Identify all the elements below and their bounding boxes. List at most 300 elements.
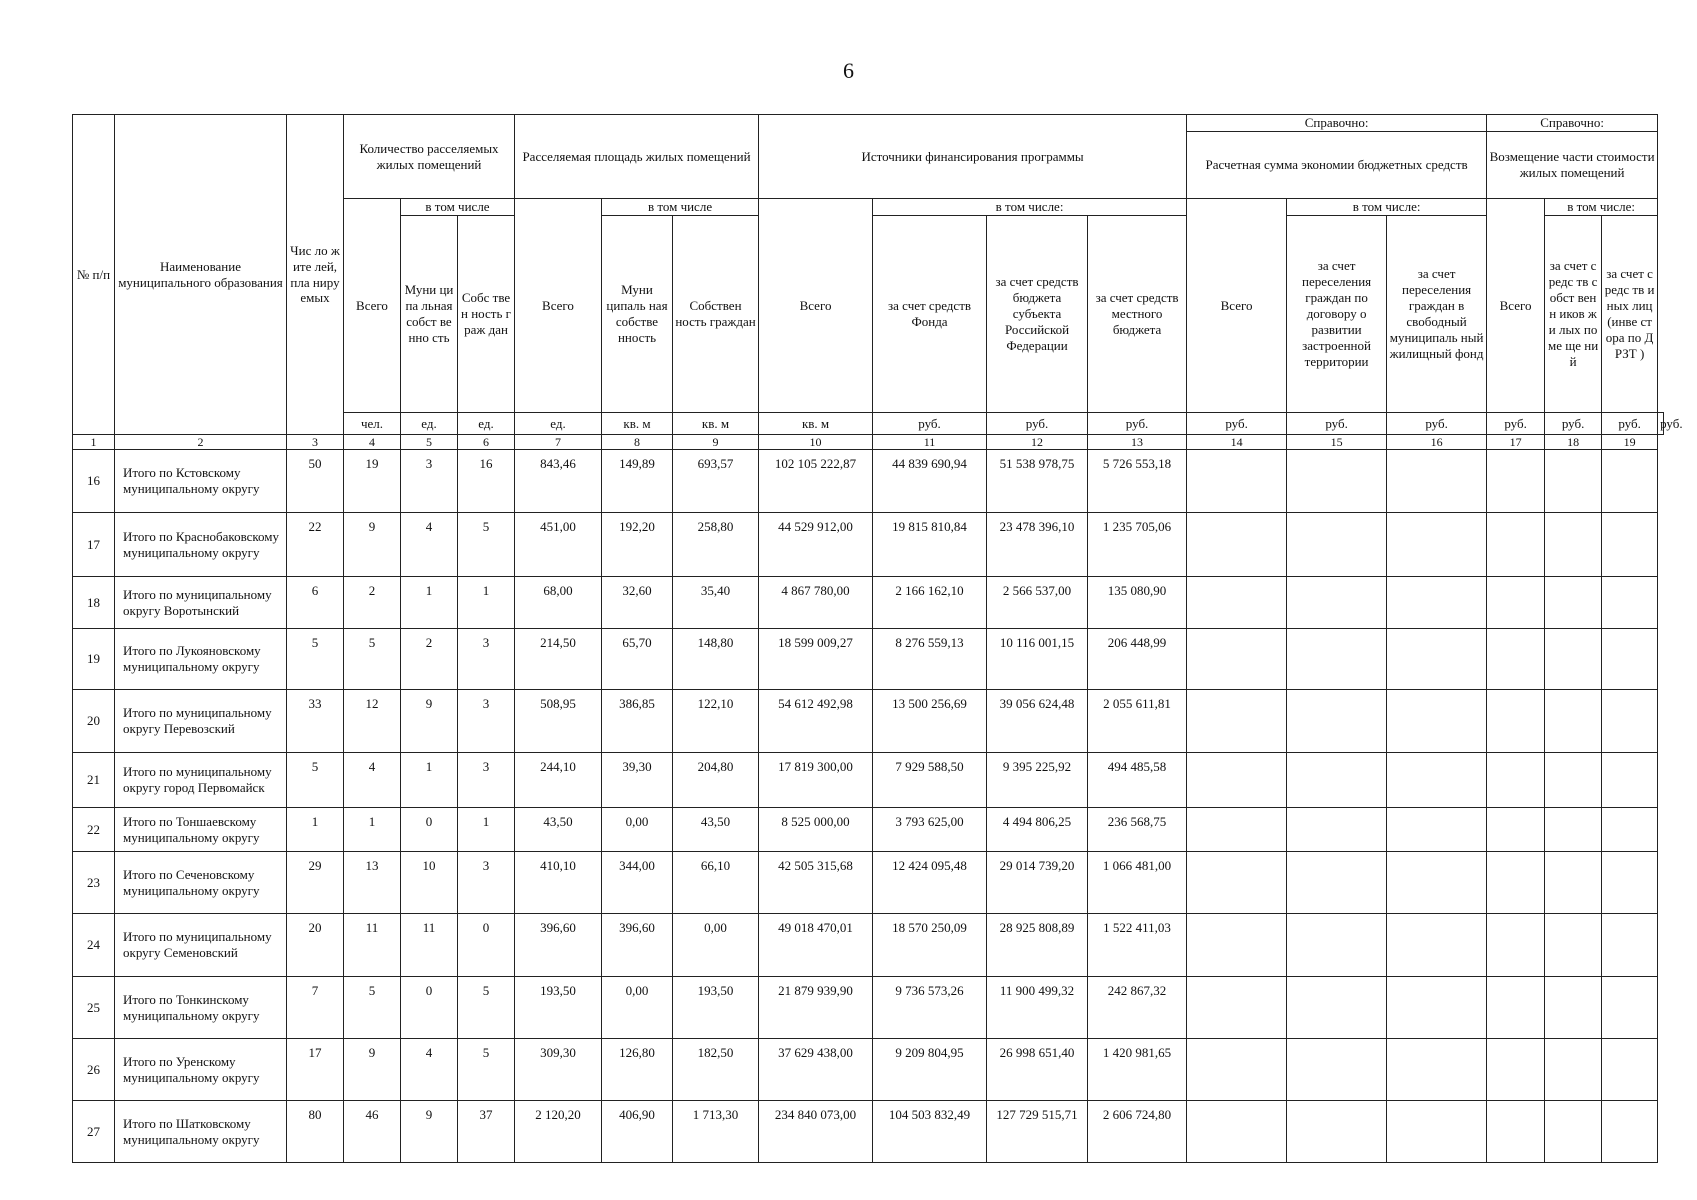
unit-cell: руб. [1287, 413, 1387, 435]
cell-rooms-mun: 10 [401, 852, 458, 914]
header-ref1-incl: в том числе: [1287, 199, 1487, 216]
cell-subject: 23 478 396,10 [987, 513, 1088, 577]
unit-cell: руб. [873, 413, 987, 435]
municipality-name: Итого по Тоншаевскому муниципальному округу [115, 808, 287, 852]
cell-rooms-own: 1 [458, 808, 515, 852]
unit-cell: руб. [1545, 413, 1602, 435]
empty-reference-cell [1545, 577, 1602, 629]
col-number: 7 [515, 435, 602, 450]
municipality-name: Итого по Уренскому муниципальному округу [115, 1039, 287, 1101]
empty-reference-cell [1387, 852, 1487, 914]
table-header [73, 115, 1683, 450]
table-body [73, 450, 1664, 1163]
cell-rooms-total: 11 [344, 914, 401, 977]
cell-subject: 4 494 806,25 [987, 808, 1088, 852]
table-row [73, 513, 1664, 577]
cell-area-mun: 0,00 [602, 977, 673, 1039]
column-numbers-row [73, 435, 1664, 450]
header-residents: Чис ло жите лей, пла ниру емых [287, 115, 344, 435]
header-ref1-a: за счет переселения граждан по договору о развитии застроенной территории [1287, 216, 1387, 413]
unit-cell: руб. [1658, 413, 1664, 435]
empty-reference-cell [1545, 690, 1602, 753]
empty-reference-cell [1487, 808, 1545, 852]
col-number: 4 [344, 435, 401, 450]
empty-reference-cell [1545, 1039, 1602, 1101]
municipality-name: Итого по муниципальному округу Семеновский [115, 914, 287, 977]
empty-reference-cell [1487, 1039, 1545, 1101]
cell-area-mun: 192,20 [602, 513, 673, 577]
cell-residents: 20 [287, 914, 344, 977]
empty-reference-cell [1387, 753, 1487, 808]
empty-reference-cell [1387, 629, 1487, 690]
municipality-name: Итого по муниципальному округу Перевозский [115, 690, 287, 753]
cell-fund: 8 276 559,13 [873, 629, 987, 690]
col-number: 3 [287, 435, 344, 450]
cell-rooms-total: 9 [344, 1039, 401, 1101]
cell-residents: 17 [287, 1039, 344, 1101]
cell-local: 242 867,32 [1088, 977, 1187, 1039]
row-number: 18 [73, 577, 115, 629]
cell-local: 2 606 724,80 [1088, 1101, 1187, 1163]
empty-reference-cell [1487, 977, 1545, 1039]
row-number: 24 [73, 914, 115, 977]
cell-area-own: 204,80 [673, 753, 759, 808]
cell-fund: 2 166 162,10 [873, 577, 987, 629]
resettlement-table [72, 114, 1683, 1163]
cell-local: 1 235 705,06 [1088, 513, 1187, 577]
municipality-name: Итого по Сеченовскому муниципальному округу [115, 852, 287, 914]
cell-rooms-mun: 2 [401, 629, 458, 690]
empty-reference-cell [1545, 753, 1602, 808]
cell-fin-total: 234 840 073,00 [759, 1101, 873, 1163]
row-number: 26 [73, 1039, 115, 1101]
empty-reference-cell [1287, 808, 1387, 852]
empty-reference-cell [1287, 690, 1387, 753]
header-ref1-total: Всего [1187, 199, 1287, 413]
cell-area-total: 244,10 [515, 753, 602, 808]
cell-subject: 28 925 808,89 [987, 914, 1088, 977]
row-number: 21 [73, 753, 115, 808]
empty-reference-cell [1287, 1039, 1387, 1101]
cell-residents: 80 [287, 1101, 344, 1163]
table-row [73, 914, 1664, 977]
header-ref2-title: Возмещение части стоимости жилых помещений [1487, 132, 1658, 199]
municipality-name: Итого по Тонкинскому муниципальному округу [115, 977, 287, 1039]
cell-residents: 33 [287, 690, 344, 753]
empty-reference-cell [1387, 450, 1487, 513]
cell-subject: 39 056 624,48 [987, 690, 1088, 753]
header-rooms-own: Собс твен ность граж дан [458, 216, 515, 413]
unit-cell: руб. [1602, 413, 1658, 435]
cell-area-mun: 126,80 [602, 1039, 673, 1101]
cell-fund: 9 736 573,26 [873, 977, 987, 1039]
cell-area-total: 214,50 [515, 629, 602, 690]
empty-reference-cell [1187, 914, 1287, 977]
col-number: 8 [602, 435, 673, 450]
empty-reference-cell [1602, 450, 1658, 513]
cell-rooms-own: 3 [458, 852, 515, 914]
empty-reference-cell [1287, 513, 1387, 577]
col-number: 14 [1187, 435, 1287, 450]
header-ref2-top: Справочно: [1487, 115, 1658, 132]
cell-fin-total: 54 612 492,98 [759, 690, 873, 753]
header-rooms-group: Количество расселяемых жилых помещений [344, 115, 515, 199]
unit-cell: кв. м [673, 413, 759, 435]
empty-reference-cell [1545, 629, 1602, 690]
cell-fin-total: 18 599 009,27 [759, 629, 873, 690]
header-ref2-total: Всего [1487, 199, 1545, 413]
municipality-name: Итого по Краснобаковскому муниципальному округу [115, 513, 287, 577]
empty-reference-cell [1187, 808, 1287, 852]
cell-rooms-own: 3 [458, 690, 515, 753]
cell-local: 2 055 611,81 [1088, 690, 1187, 753]
cell-area-own: 35,40 [673, 577, 759, 629]
cell-area-mun: 396,60 [602, 914, 673, 977]
unit-cell: ед. [515, 413, 602, 435]
empty-reference-cell [1487, 852, 1545, 914]
municipality-name: Итого по Лукояновскому муниципальному округу [115, 629, 287, 690]
cell-area-total: 451,00 [515, 513, 602, 577]
col-number: 13 [1088, 435, 1187, 450]
empty-reference-cell [1602, 690, 1658, 753]
cell-area-total: 193,50 [515, 977, 602, 1039]
table-row [73, 577, 1664, 629]
header-ref2-b: за счет средс тв иных лиц (инве стора по ДРЗТ ) [1602, 216, 1658, 413]
cell-residents: 5 [287, 629, 344, 690]
empty-reference-cell [1545, 852, 1602, 914]
col-number: 1 [73, 435, 115, 450]
cell-area-own: 1 713,30 [673, 1101, 759, 1163]
cell-rooms-total: 5 [344, 629, 401, 690]
table-row [73, 852, 1664, 914]
cell-area-total: 309,30 [515, 1039, 602, 1101]
empty-reference-cell [1187, 977, 1287, 1039]
cell-fund: 44 839 690,94 [873, 450, 987, 513]
header-ref2-incl: в том числе: [1545, 199, 1658, 216]
cell-fin-total: 49 018 470,01 [759, 914, 873, 977]
cell-area-own: 0,00 [673, 914, 759, 977]
cell-residents: 29 [287, 852, 344, 914]
cell-rooms-mun: 4 [401, 1039, 458, 1101]
col-number: 6 [458, 435, 515, 450]
col-number: 16 [1387, 435, 1487, 450]
cell-rooms-own: 0 [458, 914, 515, 977]
cell-area-own: 66,10 [673, 852, 759, 914]
cell-rooms-own: 16 [458, 450, 515, 513]
cell-subject: 127 729 515,71 [987, 1101, 1088, 1163]
col-number: 17 [1487, 435, 1545, 450]
table-row [73, 450, 1664, 513]
unit-cell: руб. [1088, 413, 1187, 435]
empty-reference-cell [1387, 513, 1487, 577]
cell-residents: 6 [287, 577, 344, 629]
empty-reference-cell [1545, 808, 1602, 852]
empty-reference-cell [1287, 977, 1387, 1039]
cell-area-mun: 39,30 [602, 753, 673, 808]
row-number: 19 [73, 629, 115, 690]
cell-residents: 5 [287, 753, 344, 808]
cell-fund: 9 209 804,95 [873, 1039, 987, 1101]
col-number: 12 [987, 435, 1088, 450]
cell-fin-total: 42 505 315,68 [759, 852, 873, 914]
cell-subject: 9 395 225,92 [987, 753, 1088, 808]
empty-reference-cell [1187, 513, 1287, 577]
empty-reference-cell [1187, 577, 1287, 629]
empty-reference-cell [1187, 690, 1287, 753]
cell-fund: 18 570 250,09 [873, 914, 987, 977]
cell-area-total: 410,10 [515, 852, 602, 914]
cell-subject: 26 998 651,40 [987, 1039, 1088, 1101]
cell-area-mun: 406,90 [602, 1101, 673, 1163]
unit-cell: чел. [344, 413, 401, 435]
empty-reference-cell [1187, 1039, 1287, 1101]
table-row [73, 977, 1664, 1039]
empty-reference-cell [1387, 1101, 1487, 1163]
cell-area-own: 693,57 [673, 450, 759, 513]
row-number: 22 [73, 808, 115, 852]
empty-reference-cell [1545, 1101, 1602, 1163]
empty-reference-cell [1602, 1039, 1658, 1101]
municipality-name: Итого по муниципальному округу город Первомайск [115, 753, 287, 808]
empty-reference-cell [1387, 690, 1487, 753]
empty-reference-cell [1545, 513, 1602, 577]
cell-fin-total: 21 879 939,90 [759, 977, 873, 1039]
empty-reference-cell [1487, 450, 1545, 513]
empty-reference-cell [1187, 753, 1287, 808]
cell-rooms-mun: 1 [401, 753, 458, 808]
empty-reference-cell [1602, 914, 1658, 977]
empty-reference-cell [1287, 577, 1387, 629]
col-number: 18 [1545, 435, 1602, 450]
header-area-mun: Муни ципаль ная собстве нность [602, 216, 673, 413]
cell-area-mun: 0,00 [602, 808, 673, 852]
cell-fund: 7 929 588,50 [873, 753, 987, 808]
header-finance-group: Источники финансирования программы [759, 115, 1187, 199]
cell-rooms-total: 2 [344, 577, 401, 629]
empty-reference-cell [1487, 577, 1545, 629]
empty-reference-cell [1387, 808, 1487, 852]
unit-cell: руб. [987, 413, 1088, 435]
cell-area-mun: 344,00 [602, 852, 673, 914]
cell-area-mun: 149,89 [602, 450, 673, 513]
header-area-total: Всего [515, 199, 602, 413]
table-row [73, 753, 1664, 808]
cell-area-own: 193,50 [673, 977, 759, 1039]
cell-rooms-own: 3 [458, 753, 515, 808]
header-ref2-a: за счет средс тв собст венн иков жи лых поме ще ний [1545, 216, 1602, 413]
cell-rooms-total: 19 [344, 450, 401, 513]
empty-reference-cell [1487, 513, 1545, 577]
header-ref1-top: Справочно: [1187, 115, 1487, 132]
empty-reference-cell [1487, 629, 1545, 690]
empty-reference-cell [1387, 977, 1487, 1039]
cell-area-total: 396,60 [515, 914, 602, 977]
empty-reference-cell [1387, 914, 1487, 977]
empty-reference-cell [1602, 577, 1658, 629]
page-number: 6 [843, 58, 854, 83]
col-number: 10 [759, 435, 873, 450]
col-number: 2 [115, 435, 287, 450]
cell-rooms-total: 13 [344, 852, 401, 914]
row-number: 23 [73, 852, 115, 914]
unit-cell: руб. [1487, 413, 1545, 435]
empty-reference-cell [1287, 852, 1387, 914]
header-rooms-incl: в том числе [401, 199, 515, 216]
unit-cell: руб. [1387, 413, 1487, 435]
cell-rooms-mun: 3 [401, 450, 458, 513]
cell-subject: 2 566 537,00 [987, 577, 1088, 629]
row-number: 27 [73, 1101, 115, 1163]
empty-reference-cell [1602, 753, 1658, 808]
row-number: 17 [73, 513, 115, 577]
cell-area-total: 68,00 [515, 577, 602, 629]
table-row [73, 1039, 1664, 1101]
municipality-name: Итого по муниципальному округу Воротынский [115, 577, 287, 629]
empty-reference-cell [1545, 914, 1602, 977]
empty-reference-cell [1187, 629, 1287, 690]
cell-local: 206 448,99 [1088, 629, 1187, 690]
col-number: 11 [873, 435, 987, 450]
cell-local: 135 080,90 [1088, 577, 1187, 629]
cell-rooms-own: 5 [458, 1039, 515, 1101]
header-area-own: Собствен ность граждан [673, 216, 759, 413]
cell-rooms-total: 1 [344, 808, 401, 852]
cell-rooms-mun: 0 [401, 977, 458, 1039]
cell-fin-total: 8 525 000,00 [759, 808, 873, 852]
unit-cell: кв. м [759, 413, 873, 435]
row-number: 20 [73, 690, 115, 753]
cell-local: 1 420 981,65 [1088, 1039, 1187, 1101]
header-ref1-title: Расчетная сумма экономии бюджетных средств [1187, 132, 1487, 199]
cell-fund: 12 424 095,48 [873, 852, 987, 914]
cell-local: 236 568,75 [1088, 808, 1187, 852]
cell-fin-total: 44 529 912,00 [759, 513, 873, 577]
header-subject: за счет средств бюджета субъекта Российской Федерации [987, 216, 1088, 413]
cell-area-total: 508,95 [515, 690, 602, 753]
col-number: 15 [1287, 435, 1387, 450]
empty-reference-cell [1387, 1039, 1487, 1101]
cell-local: 1 066 481,00 [1088, 852, 1187, 914]
col-number: 5 [401, 435, 458, 450]
col-number: 19 [1602, 435, 1658, 450]
cell-fund: 3 793 625,00 [873, 808, 987, 852]
header-fund: за счет средств Фонда [873, 216, 987, 413]
empty-reference-cell [1487, 690, 1545, 753]
empty-reference-cell [1287, 1101, 1387, 1163]
table-row [73, 690, 1664, 753]
cell-area-own: 122,10 [673, 690, 759, 753]
cell-residents: 50 [287, 450, 344, 513]
cell-local: 5 726 553,18 [1088, 450, 1187, 513]
header-ref1-b: за счет переселения граждан в свободный муниципаль ный жилищный фонд [1387, 216, 1487, 413]
empty-reference-cell [1545, 450, 1602, 513]
unit-cell: ед. [401, 413, 458, 435]
cell-subject: 10 116 001,15 [987, 629, 1088, 690]
cell-area-total: 2 120,20 [515, 1101, 602, 1163]
cell-fin-total: 37 629 438,00 [759, 1039, 873, 1101]
cell-fin-total: 102 105 222,87 [759, 450, 873, 513]
cell-rooms-own: 37 [458, 1101, 515, 1163]
cell-residents: 1 [287, 808, 344, 852]
empty-reference-cell [1602, 513, 1658, 577]
cell-area-own: 258,80 [673, 513, 759, 577]
cell-rooms-own: 5 [458, 513, 515, 577]
cell-rooms-mun: 4 [401, 513, 458, 577]
row-number: 16 [73, 450, 115, 513]
unit-cell: руб. [1187, 413, 1287, 435]
cell-rooms-total: 9 [344, 513, 401, 577]
empty-reference-cell [1187, 852, 1287, 914]
unit-cell: ед. [458, 413, 515, 435]
cell-rooms-total: 4 [344, 753, 401, 808]
cell-subject: 51 538 978,75 [987, 450, 1088, 513]
empty-reference-cell [1545, 977, 1602, 1039]
row-number: 25 [73, 977, 115, 1039]
cell-area-mun: 65,70 [602, 629, 673, 690]
empty-reference-cell [1602, 1101, 1658, 1163]
cell-fund: 104 503 832,49 [873, 1101, 987, 1163]
header-area-incl: в том числе [602, 199, 759, 216]
cell-rooms-total: 46 [344, 1101, 401, 1163]
cell-rooms-mun: 9 [401, 690, 458, 753]
cell-rooms-mun: 0 [401, 808, 458, 852]
header-rooms-total: Всего [344, 199, 401, 413]
header-rooms-mun: Муни ципа льная собст венно сть [401, 216, 458, 413]
header-local: за счет средств местного бюджета [1088, 216, 1187, 413]
empty-reference-cell [1287, 629, 1387, 690]
cell-rooms-total: 12 [344, 690, 401, 753]
cell-subject: 11 900 499,32 [987, 977, 1088, 1039]
header-fin-incl: в том числе: [873, 199, 1187, 216]
empty-reference-cell [1287, 914, 1387, 977]
municipality-name: Итого по Кстовскому муниципальному округу [115, 450, 287, 513]
cell-fund: 19 815 810,84 [873, 513, 987, 577]
empty-reference-cell [1487, 914, 1545, 977]
header-num: № п/п [73, 115, 115, 435]
cell-rooms-mun: 1 [401, 577, 458, 629]
empty-reference-cell [1602, 852, 1658, 914]
empty-reference-cell [1602, 629, 1658, 690]
empty-reference-cell [1287, 450, 1387, 513]
empty-reference-cell [1487, 753, 1545, 808]
table-row [73, 629, 1664, 690]
empty-reference-cell [1387, 577, 1487, 629]
cell-rooms-mun: 9 [401, 1101, 458, 1163]
cell-residents: 22 [287, 513, 344, 577]
cell-area-own: 148,80 [673, 629, 759, 690]
cell-subject: 29 014 739,20 [987, 852, 1088, 914]
cell-area-mun: 32,60 [602, 577, 673, 629]
cell-rooms-mun: 11 [401, 914, 458, 977]
table-row [73, 1101, 1664, 1163]
cell-fin-total: 17 819 300,00 [759, 753, 873, 808]
empty-reference-cell [1487, 1101, 1545, 1163]
header-name: Наименование муниципального образования [115, 115, 287, 435]
col-number: 9 [673, 435, 759, 450]
cell-area-own: 43,50 [673, 808, 759, 852]
cell-fin-total: 4 867 780,00 [759, 577, 873, 629]
cell-rooms-own: 5 [458, 977, 515, 1039]
unit-cell: кв. м [602, 413, 673, 435]
header-fin-total: Всего [759, 199, 873, 413]
empty-reference-cell [1602, 977, 1658, 1039]
empty-reference-cell [1287, 753, 1387, 808]
cell-area-total: 843,46 [515, 450, 602, 513]
cell-area-mun: 386,85 [602, 690, 673, 753]
empty-reference-cell [1602, 808, 1658, 852]
empty-reference-cell [1187, 1101, 1287, 1163]
table-row [73, 808, 1664, 852]
